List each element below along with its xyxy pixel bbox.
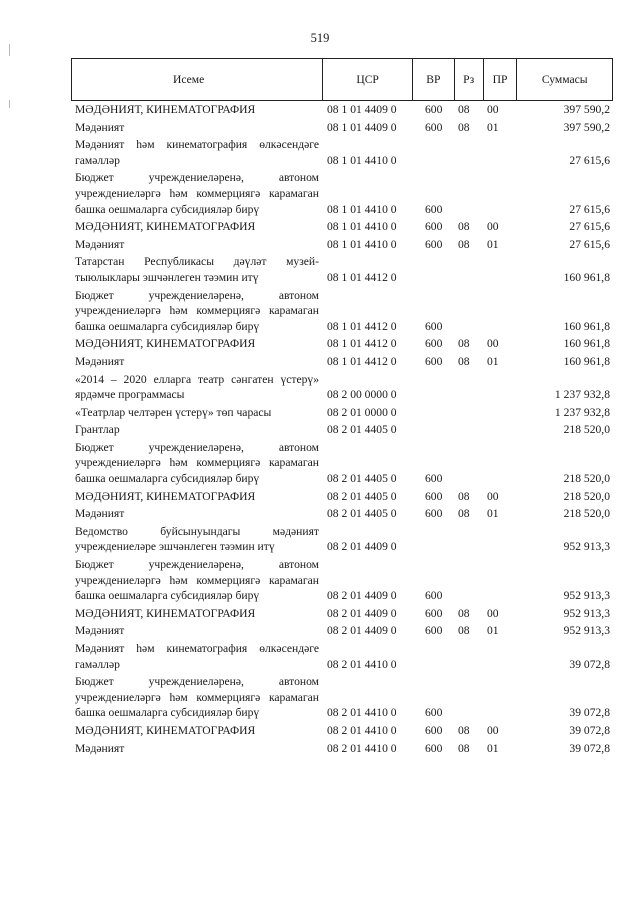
cell-pr: 00 (487, 103, 499, 116)
cell-csr: 08 2 01 4409 0 (327, 589, 397, 603)
budget-table (71, 58, 613, 756)
cell-csr: 08 1 01 4409 0 (327, 103, 397, 116)
cell-sum: 39 072,8 (569, 657, 610, 671)
cell-sum: 952 913,3 (563, 624, 610, 638)
cell-pr: 00 (487, 723, 499, 737)
cell-pr: 00 (487, 337, 499, 351)
cell-vr: 600 (425, 606, 443, 620)
cell-csr: 08 2 01 4410 0 (327, 741, 397, 755)
cell-pr: 00 (487, 220, 499, 234)
cell-name: МӘДӘНИЯТ, КИНЕМАТОГРАФИЯ (75, 489, 256, 503)
cell-csr: 08 2 01 4409 0 (327, 606, 397, 620)
cell-vr: 600 (425, 589, 443, 603)
cell-name: МӘДӘНИЯТ, КИНЕМАТОГРАФИЯ (75, 103, 256, 116)
cell-pr: 00 (487, 606, 499, 620)
cell-csr: 08 2 01 4409 0 (327, 624, 397, 638)
table-row (71, 372, 613, 403)
cell-csr: 08 1 01 4410 0 (327, 237, 397, 251)
table-row (71, 623, 613, 639)
cell-name: Грантлар (75, 423, 120, 437)
cell-rz: 08 (458, 220, 470, 234)
table-row (71, 489, 613, 505)
header-rz: Рз (455, 59, 484, 100)
cell-vr: 600 (425, 489, 443, 503)
cell-sum: 1 237 932,8 (554, 388, 610, 402)
cell-csr: 08 2 01 4410 0 (327, 723, 397, 737)
table-row (71, 506, 613, 522)
cell-sum: 160 961,8 (563, 337, 610, 351)
cell-name: Мәдәният (75, 741, 125, 755)
cell-name: Мәдәният (75, 237, 125, 251)
cell-sum: 39 072,8 (569, 706, 610, 720)
cell-rz: 08 (458, 489, 470, 503)
page-number: 519 (310, 31, 330, 45)
cell-csr: 08 2 01 4405 0 (327, 472, 397, 486)
cell-name: Ведомство буйсынуындагы мәдәният учреждениеләре эшчәнлеген тәэмин итү (75, 524, 319, 554)
cell-sum: 39 072,8 (569, 723, 610, 737)
cell-vr: 600 (425, 706, 443, 720)
table-row (71, 354, 613, 370)
cell-sum: 952 913,3 (563, 589, 610, 603)
cell-csr: 08 1 01 4412 0 (327, 337, 397, 351)
cell-sum: 160 961,8 (563, 354, 610, 368)
cell-pr: 00 (487, 489, 499, 503)
table-row (71, 741, 613, 757)
cell-name: МӘДӘНИЯТ, КИНЕМАТОГРАФИЯ (75, 723, 256, 737)
cell-name: «2014 – 2020 елларга театр сәнгатен үстерү» ярдәмче программасы (75, 372, 319, 402)
cell-csr: 08 1 01 4410 0 (327, 220, 397, 234)
table-row (71, 237, 613, 253)
cell-name: Бюджет учреждениеләренә, автоном учреждениеләргә һәм коммерциягә карамаган башка оешмаларга субсидияләр бирү (75, 288, 319, 333)
cell-sum: 218 520,0 (563, 489, 610, 503)
cell-csr: 08 1 01 4412 0 (327, 354, 397, 368)
cell-vr: 600 (425, 237, 443, 251)
cell-name: Мәдәният һәм кинематография өлкәсендәге гамәлләр (75, 642, 319, 671)
cell-sum: 397 590,2 (563, 120, 610, 134)
cell-vr: 600 (425, 337, 443, 351)
table-row (71, 219, 613, 235)
cell-csr: 08 1 01 4410 0 (327, 202, 397, 216)
header-csr: ЦСР (323, 59, 413, 100)
cell-sum: 952 913,3 (563, 540, 610, 554)
cell-name: Бюджет учреждениеләренә, автоном учреждениеләргә һәм коммерциягә карамаган башка оешмаларга субсидияләр бирү (75, 558, 319, 603)
table-header (71, 58, 613, 101)
cell-name: МӘДӘНИЯТ, КИНЕМАТОГРАФИЯ (75, 337, 256, 351)
cell-sum: 1 237 932,8 (554, 405, 610, 419)
scan-artifact (9, 100, 10, 108)
cell-csr: 08 2 01 4405 0 (327, 489, 397, 503)
table-row (71, 606, 613, 622)
cell-csr: 08 2 00 0000 0 (327, 388, 397, 402)
cell-name: Бюджет учреждениеләренә, автоном учреждениеләргә һәм коммерциягә карамаган башка оешмаларга субсидияләр бирү (75, 171, 319, 216)
table-row (71, 120, 613, 136)
cell-vr: 600 (425, 103, 443, 116)
cell-name: Мәдәният (75, 624, 125, 638)
cell-rz: 08 (458, 723, 470, 737)
cell-csr: 08 1 01 4410 0 (327, 153, 397, 167)
cell-sum: 27 615,6 (569, 220, 610, 234)
cell-csr: 08 2 01 4409 0 (327, 540, 397, 554)
cell-vr: 600 (425, 472, 443, 486)
table-body (71, 101, 613, 756)
cell-rz: 08 (458, 337, 470, 351)
cell-pr: 01 (487, 354, 499, 368)
cell-pr: 01 (487, 237, 499, 251)
table-row (71, 254, 613, 285)
cell-rz: 08 (458, 237, 470, 251)
cell-vr: 600 (425, 624, 443, 638)
cell-pr: 01 (487, 741, 499, 755)
cell-sum: 952 913,3 (563, 606, 610, 620)
cell-csr: 08 1 01 4412 0 (327, 270, 397, 284)
cell-csr: 08 1 01 4409 0 (327, 120, 397, 134)
table-row (71, 137, 613, 168)
cell-sum: 27 615,6 (569, 237, 610, 251)
cell-sum: 27 615,6 (569, 153, 610, 167)
cell-csr: 08 2 01 4405 0 (327, 423, 397, 437)
cell-rz: 08 (458, 103, 470, 116)
cell-sum: 160 961,8 (563, 270, 610, 284)
table-row (71, 336, 613, 352)
table-row (71, 422, 613, 438)
cell-pr: 01 (487, 507, 499, 521)
table-row (71, 723, 613, 739)
cell-vr: 600 (425, 319, 443, 333)
cell-rz: 08 (458, 624, 470, 638)
cell-sum: 218 520,0 (563, 423, 610, 437)
cell-vr: 600 (425, 723, 443, 737)
cell-rz: 08 (458, 354, 470, 368)
cell-sum: 160 961,8 (563, 319, 610, 333)
cell-sum: 218 520,0 (563, 507, 610, 521)
cell-name: Мәдәният (75, 507, 125, 521)
cell-vr: 600 (425, 741, 443, 755)
cell-name: Бюджет учреждениеләренә, автоном учреждениеләргә һәм коммерциягә карамаган башка оешмаларга субсидияләр бирү (75, 675, 319, 720)
cell-name: Мәдәният (75, 354, 125, 368)
table-row (71, 674, 613, 721)
cell-name: Татарстан Республикасы дәүләт музей-тыюлыклары эшчәнлеген тәэмин итү (75, 255, 319, 284)
cell-vr: 600 (425, 202, 443, 216)
cell-csr: 08 2 01 4405 0 (327, 507, 397, 521)
cell-sum: 27 615,6 (569, 202, 610, 216)
cell-sum: 39 072,8 (569, 741, 610, 755)
cell-name: «Театрлар челтәрен үстерү» төп чарасы (75, 405, 272, 419)
table-row (71, 440, 613, 487)
cell-sum: 218 520,0 (563, 472, 610, 486)
table-row (71, 102, 613, 118)
header-name: Исеме (72, 59, 323, 100)
cell-sum: 397 590,2 (563, 103, 610, 116)
cell-csr: 08 2 01 0000 0 (327, 405, 397, 419)
cell-csr: 08 1 01 4412 0 (327, 319, 397, 333)
cell-name: Мәдәният (75, 120, 125, 134)
cell-pr: 01 (487, 120, 499, 134)
cell-name: МӘДӘНИЯТ, КИНЕМАТОГРАФИЯ (75, 220, 256, 234)
cell-name: Бюджет учреждениеләренә, автоном учреждениеләргә һәм коммерциягә карамаган башка оешмаларга субсидияләр бирү (75, 440, 319, 486)
cell-rz: 08 (458, 606, 470, 620)
table-row (71, 641, 613, 672)
cell-vr: 600 (425, 120, 443, 134)
cell-vr: 600 (425, 507, 443, 521)
table-row (71, 288, 613, 335)
cell-csr: 08 2 01 4410 0 (327, 657, 397, 671)
cell-rz: 08 (458, 507, 470, 521)
cell-csr: 08 2 01 4410 0 (327, 706, 397, 720)
table-row (71, 405, 613, 421)
cell-pr: 01 (487, 624, 499, 638)
header-vr: ВР (413, 59, 455, 100)
cell-vr: 600 (425, 354, 443, 368)
header-sum: Суммасы (541, 73, 588, 86)
table-row (71, 524, 613, 555)
cell-rz: 08 (458, 120, 470, 134)
header-pr: ПР (484, 59, 518, 100)
cell-name: МӘДӘНИЯТ, КИНЕМАТОГРАФИЯ (75, 606, 256, 620)
cell-rz: 08 (458, 741, 470, 755)
table-row (71, 557, 613, 604)
cell-name: Мәдәният һәм кинематография өлкәсендәге гамәлләр (75, 138, 319, 167)
table-row (71, 170, 613, 217)
cell-vr: 600 (425, 220, 443, 234)
